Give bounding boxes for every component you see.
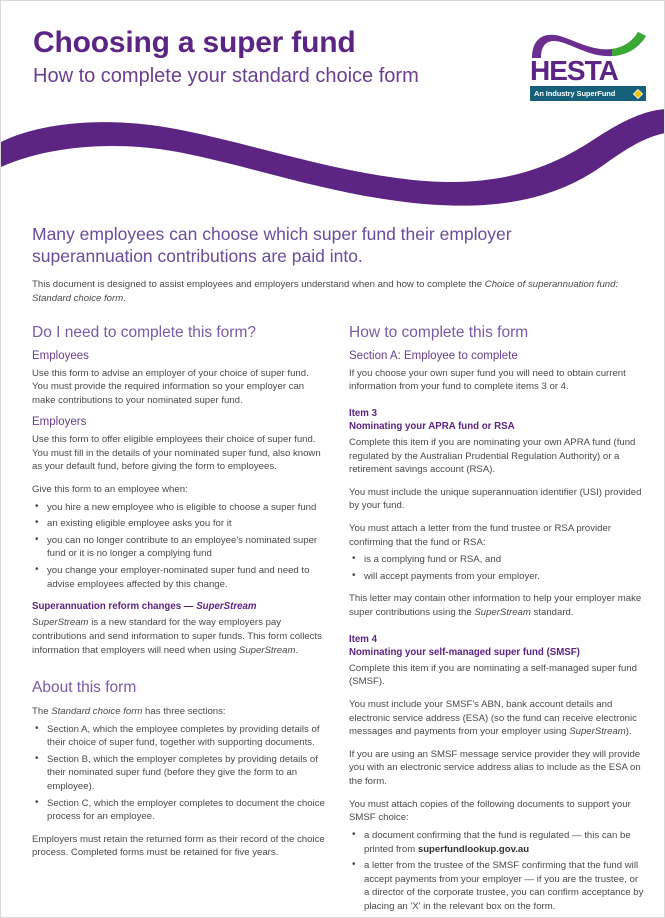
list-item: • you can no longer contribute to an employee's nominated super fund or it is no longer a complying fund: [32, 534, 327, 561]
about-intro-italic: Standard choice form: [51, 705, 143, 717]
item-3-bullet-list: [349, 553, 644, 583]
page-header: [1, 1, 664, 216]
about-form-heading: About this form: [32, 679, 137, 697]
page-subtitle: How to complete your standard choice form: [33, 65, 419, 88]
two-column-layout: [32, 323, 644, 918]
give-form-bullet-list: [32, 501, 327, 592]
industry-superfund-label: An Industry SuperFund: [534, 88, 616, 98]
item-4-paragraph-4: You must attach copies of the following documents to support your SMSF choice:: [349, 798, 631, 824]
item-3-paragraph-3: You must attach a letter from the fund trustee or RSA provider confirming that the fund or RSA:: [349, 522, 612, 548]
item-3-label: Item 3: [349, 407, 377, 419]
diamond-icon: [633, 89, 643, 99]
left-section-heading: Do I need to complete this form?: [32, 323, 257, 341]
item-3-title: Nominating your APRA fund or RSA: [349, 420, 515, 432]
page-content: [1, 223, 664, 918]
list-item: • you hire a new employee who is eligible to choose a super fund: [32, 501, 327, 515]
list-item: • Section B, which the employer completes by providing details of their nominated super fund (before they give the form to an employee).: [32, 753, 327, 794]
list-item: • you change your employer-nominated super fund and need to advise employees affected by this change.: [32, 564, 327, 591]
item-4-paragraph-3: If you are using an SMSF message service provider they will provide you with an electronic service address alias to include as the ESA on the form.: [349, 748, 641, 788]
superfundlookup-link[interactable]: superfundlookup.gov.au: [417, 843, 530, 855]
item-4-bullet-1-prefix: a document confirming that the fund is regulated — this can be printed from: [364, 829, 631, 855]
list-item: [349, 829, 644, 856]
lede-text: Many employees can choose which super fund their employer superannuation contributions are paid into.: [32, 224, 512, 267]
item-3-paragraph-1: Complete this item if you are nominating your own APRA fund (fund regulated by the Australian Prudential Regulation Authority) or a retirement savings account (RSA).: [349, 436, 636, 476]
svg-text:HESTA: HESTA: [530, 55, 618, 85]
purple-wave-graphic: [1, 109, 665, 217]
item-4-label: Item 4: [349, 633, 377, 645]
superstream-heading-italic: SuperStream: [196, 601, 257, 613]
superstream-text-2: .: [295, 644, 299, 656]
list-item: • Section A, which the employee completes by providing details of their choice of super fund, together with supporting documents.: [32, 723, 327, 750]
item-3-p4-prefix: This letter may contain other information to help your employer make super contributions using the: [349, 593, 642, 619]
intro-suffix: .: [123, 293, 126, 304]
list-item: • will accept payments from your employer.: [349, 570, 644, 584]
list-item: • an existing eligible employee asks you for it: [32, 517, 327, 531]
hesta-logo: [530, 29, 646, 101]
employers-heading: Employers: [32, 416, 87, 429]
item-3-p4-italic: SuperStream: [474, 607, 531, 619]
list-item: • is a complying fund or RSA, and: [349, 553, 644, 567]
right-section-heading: How to complete this form: [349, 323, 529, 341]
item-4-paragraph-2: [349, 698, 644, 739]
left-column: [32, 324, 327, 918]
superstream-text-1: is a new standard for the way employers pay contributions and send information to super funds. This form collects information that employers will need when using: [32, 617, 322, 656]
intro-italic-title: Choice of superannuation fund: Standard choice form: [32, 279, 619, 304]
industry-superfund-badge: [530, 86, 646, 101]
superstream-heading-prefix: Superannuation reform changes —: [32, 601, 197, 613]
item-3-paragraph-4: [349, 592, 644, 619]
hesta-wordmark: [530, 55, 646, 85]
employees-heading: Employees: [32, 349, 89, 362]
about-form-bullet-list: [32, 723, 327, 824]
superstream-paragraph: [32, 616, 327, 657]
employees-paragraph: Use this form to advise an employer of your choice of super fund. You must provide the required information so your employer can make contributions to your nominated super fund.: [32, 367, 309, 406]
page-title: Choosing a super fund: [33, 26, 356, 59]
item-4-p2-italic: SuperStream: [569, 726, 626, 738]
list-item: • Section C, which the employer completes to document the choice process for an employee.: [32, 797, 327, 824]
intro-prefix: This document is designed to assist employees and employers understand when and how to complete the: [32, 279, 485, 291]
section-a-paragraph: If you choose your own super fund you will need to obtain current information from your fund to complete items 3 or 4.: [349, 367, 626, 393]
item-4-p2-suffix: ).: [625, 726, 632, 738]
about-form-closing: Employers must retain the returned form as their record of the choice process. Completed forms must be retained for five years.: [32, 833, 325, 859]
superstream-heading: [32, 600, 327, 613]
item-4-bullet-list: [349, 829, 644, 914]
item-4-p2-prefix: You must include your SMSF's ABN, bank account details and electronic service address (ESA) (so the fund can receive electronic messages and payments from your employer using: [349, 699, 637, 738]
give-form-intro: Give this form to an employee when:: [32, 483, 188, 495]
superstream-term-1: SuperStream: [32, 617, 89, 629]
item-4-paragraph-1: Complete this item if you are nominating a self-managed super fund (SMSF).: [349, 662, 637, 688]
about-intro-prefix: The: [32, 705, 52, 717]
item-4-title: Nominating your self-managed super fund (SMSF): [349, 646, 580, 658]
list-item: • a letter from the trustee of the SMSF confirming that the fund will accept payments from your employer — if you are the trustee, or a director of the corporate trustee, you can confirm acceptance by placing an 'X' in the relevant box on the form.: [349, 859, 644, 913]
intro-paragraph: [32, 278, 634, 306]
about-form-intro: [32, 705, 327, 719]
title-block: [33, 27, 419, 88]
employers-paragraph: Use this form to offer eligible employees their choice of super fund. You must fill in the details of your nominated super fund, also known as your default fund, before giving the form to employees.: [32, 434, 321, 473]
section-a-heading: Section A: Employee to complete: [349, 349, 518, 362]
right-column: [349, 324, 644, 918]
about-intro-suffix: has three sections:: [142, 705, 226, 717]
item-3-p4-suffix: standard.: [530, 607, 574, 619]
superstream-term-2: SuperStream: [238, 644, 296, 656]
item-3-paragraph-2: You must include the unique superannuation identifier (USI) provided by your fund.: [349, 486, 642, 512]
